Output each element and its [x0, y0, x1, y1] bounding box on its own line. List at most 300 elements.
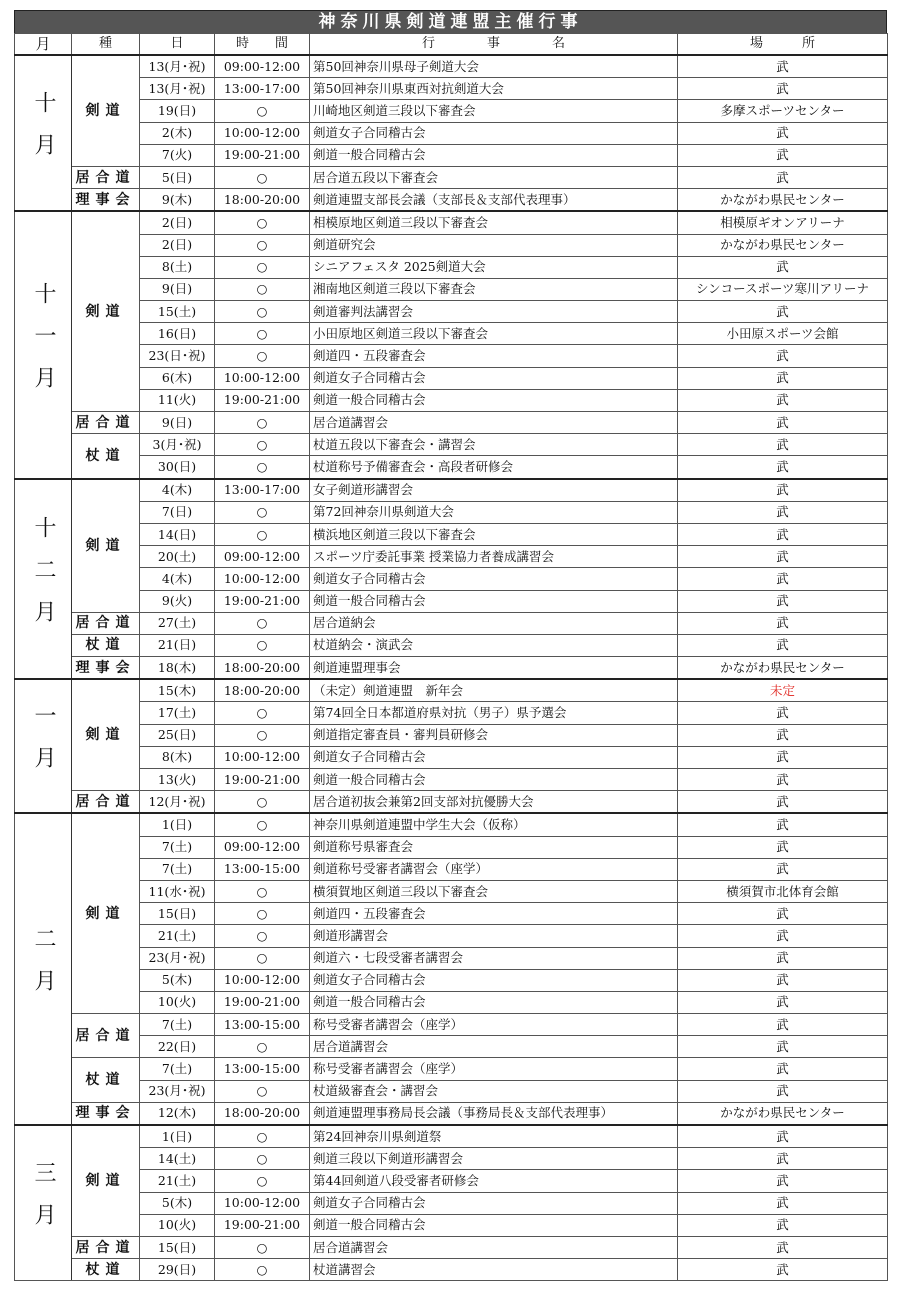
place-cell: 武 — [678, 724, 888, 746]
date-cell: 29(日) — [140, 1259, 215, 1281]
time-cell: ○ — [215, 612, 310, 634]
table-row — [15, 100, 888, 122]
table-row — [15, 78, 888, 100]
header-date: 日 — [140, 34, 215, 56]
place-cell: 多摩スポーツセンター — [678, 100, 888, 122]
date-cell: 23(月･祝) — [140, 947, 215, 969]
time-cell: ○ — [215, 278, 310, 300]
place-cell: 武 — [678, 791, 888, 814]
header-place: 場 所 — [678, 34, 888, 56]
date-cell: 7(土) — [140, 1014, 215, 1036]
event-cell: 剣道連盟理事会 — [310, 657, 678, 680]
date-cell: 12(月･祝) — [140, 791, 215, 814]
event-cell: 剣道一般合同稽古会 — [310, 769, 678, 791]
table-row — [15, 903, 888, 925]
place-cell: 武 — [678, 367, 888, 389]
table-row — [15, 1080, 888, 1102]
date-cell: 4(木) — [140, 568, 215, 590]
date-cell: 11(火) — [140, 389, 215, 411]
place-cell: 武 — [678, 903, 888, 925]
category-label: 居合道 — [72, 166, 140, 188]
event-cell: 剣道一般合同稽古会 — [310, 389, 678, 411]
time-cell: ○ — [215, 100, 310, 122]
place-cell: 武 — [678, 969, 888, 991]
date-cell: 15(日) — [140, 903, 215, 925]
time-cell: 09:00-12:00 — [215, 546, 310, 568]
event-cell: 称号受審者講習会（座学） — [310, 1014, 678, 1036]
place-cell: 武 — [678, 501, 888, 523]
event-cell: 剣道指定審査員・審判員研修会 — [310, 724, 678, 746]
time-cell: 19:00-21:00 — [215, 769, 310, 791]
date-cell: 30(日) — [140, 456, 215, 479]
table-row — [15, 122, 888, 144]
time-cell: ○ — [215, 702, 310, 724]
event-cell: 第50回神奈川県東西対抗剣道大会 — [310, 78, 678, 100]
time-cell: 18:00-20:00 — [215, 1102, 310, 1125]
place-cell: 武 — [678, 166, 888, 188]
date-cell: 14(日) — [140, 523, 215, 545]
place-cell: 武 — [678, 301, 888, 323]
place-cell: 武 — [678, 546, 888, 568]
header-category: 種 — [72, 34, 140, 56]
time-cell: ○ — [215, 1148, 310, 1170]
table-row — [15, 1148, 888, 1170]
date-cell: 7(火) — [140, 144, 215, 166]
table-row — [15, 1236, 888, 1258]
date-cell: 7(土) — [140, 1058, 215, 1080]
place-cell: 武 — [678, 1014, 888, 1036]
category-label: 杖道 — [72, 1259, 140, 1281]
time-cell: ○ — [215, 724, 310, 746]
place-cell: 武 — [678, 55, 888, 78]
time-cell: 18:00-20:00 — [215, 657, 310, 680]
time-cell: ○ — [215, 301, 310, 323]
time-cell: ○ — [215, 456, 310, 479]
table-row — [15, 211, 888, 234]
category-label: 居合道 — [72, 791, 140, 814]
table-row — [15, 702, 888, 724]
place-cell: 武 — [678, 612, 888, 634]
table-row — [15, 746, 888, 768]
event-cell: 杖道講習会 — [310, 1259, 678, 1281]
time-cell: 10:00-12:00 — [215, 746, 310, 768]
time-cell: ○ — [215, 412, 310, 434]
event-cell: 剣道六・七段受審者講習会 — [310, 947, 678, 969]
event-cell: 横須賀地区剣道三段以下審査会 — [310, 880, 678, 902]
place-cell: 武 — [678, 568, 888, 590]
event-cell: 剣道一般合同稽古会 — [310, 1214, 678, 1236]
event-cell: 剣道女子合同稽古会 — [310, 969, 678, 991]
event-cell: 剣道女子合同稽古会 — [310, 1192, 678, 1214]
place-cell: 武 — [678, 122, 888, 144]
date-cell: 21(土) — [140, 925, 215, 947]
event-cell: 剣道連盟理事務局長会議（事務局長＆支部代表理事） — [310, 1102, 678, 1125]
event-cell: 杖道納会・演武会 — [310, 634, 678, 656]
time-cell: ○ — [215, 501, 310, 523]
date-cell: 13(月･祝) — [140, 78, 215, 100]
date-cell: 5(木) — [140, 969, 215, 991]
place-cell: 武 — [678, 746, 888, 768]
time-cell: ○ — [215, 523, 310, 545]
event-cell: 第44回剣道八段受審者研修会 — [310, 1170, 678, 1192]
event-cell: 居合道講習会 — [310, 1036, 678, 1058]
month-name: 二月 — [31, 927, 56, 1012]
date-cell: 15(日) — [140, 1236, 215, 1258]
table-row — [15, 813, 888, 836]
month-section — [15, 211, 888, 478]
table-row — [15, 724, 888, 746]
category-label: 理事会 — [72, 657, 140, 680]
time-cell: ○ — [215, 880, 310, 902]
table-row — [15, 1102, 888, 1125]
time-cell: 19:00-21:00 — [215, 991, 310, 1013]
event-cell: スポーツ庁委託事業 授業協力者養成講習会 — [310, 546, 678, 568]
event-cell: 第74回全日本都道府県対抗（男子）県予選会 — [310, 702, 678, 724]
event-cell: 剣道一般合同稽古会 — [310, 590, 678, 612]
table-row — [15, 590, 888, 612]
time-cell: ○ — [215, 434, 310, 456]
table-header — [15, 34, 888, 56]
time-cell: ○ — [215, 166, 310, 188]
date-cell: 9(日) — [140, 412, 215, 434]
month-label — [15, 813, 72, 1125]
place-cell: 武 — [678, 1148, 888, 1170]
place-cell: 武 — [678, 1236, 888, 1258]
table-row — [15, 456, 888, 479]
time-cell: 13:00-17:00 — [215, 78, 310, 100]
time-cell: ○ — [215, 323, 310, 345]
date-cell: 10(火) — [140, 991, 215, 1013]
place-cell: 武 — [678, 1058, 888, 1080]
time-cell: 10:00-12:00 — [215, 969, 310, 991]
time-cell: ○ — [215, 1036, 310, 1058]
month-section — [15, 679, 888, 813]
table-row — [15, 612, 888, 634]
table-row — [15, 166, 888, 188]
category-label: 理事会 — [72, 189, 140, 212]
time-cell: ○ — [215, 634, 310, 656]
date-cell: 7(土) — [140, 858, 215, 880]
date-cell: 1(日) — [140, 813, 215, 836]
event-cell: 剣道女子合同稽古会 — [310, 568, 678, 590]
place-cell: かながわ県民センター — [678, 189, 888, 212]
place-cell: 武 — [678, 78, 888, 100]
time-cell: 09:00-12:00 — [215, 836, 310, 858]
event-cell: （未定）剣道連盟 新年会 — [310, 679, 678, 702]
date-cell: 22(日) — [140, 1036, 215, 1058]
table-row — [15, 1214, 888, 1236]
event-cell: 杖道五段以下審査会・講習会 — [310, 434, 678, 456]
place-cell: 武 — [678, 345, 888, 367]
event-cell: 剣道四・五段審査会 — [310, 345, 678, 367]
place-cell: シンコースポーツ寒川アリーナ — [678, 278, 888, 300]
date-cell: 14(土) — [140, 1148, 215, 1170]
place-cell: かながわ県民センター — [678, 234, 888, 256]
table-row — [15, 657, 888, 680]
header-month: 月 — [15, 34, 72, 56]
schedule-document — [14, 10, 887, 1281]
table-row — [15, 969, 888, 991]
table-row — [15, 947, 888, 969]
category-label: 剣道 — [72, 813, 140, 1013]
time-cell: ○ — [215, 1236, 310, 1258]
event-cell: 剣道研究会 — [310, 234, 678, 256]
table-row — [15, 234, 888, 256]
date-cell: 2(日) — [140, 211, 215, 234]
category-label: 理事会 — [72, 1102, 140, 1125]
event-cell: 剣道称号受審者講習会（座学） — [310, 858, 678, 880]
category-label: 杖道 — [72, 634, 140, 656]
place-cell: 未定 — [678, 679, 888, 702]
category-label: 居合道 — [72, 1014, 140, 1058]
event-cell: 杖道称号予備審査会・高段者研修会 — [310, 456, 678, 479]
event-cell: 剣道称号県審査会 — [310, 836, 678, 858]
date-cell: 8(土) — [140, 256, 215, 278]
date-cell: 19(日) — [140, 100, 215, 122]
date-cell: 12(木) — [140, 1102, 215, 1125]
table-row — [15, 568, 888, 590]
place-cell: 武 — [678, 479, 888, 502]
event-cell: 剣道女子合同稽古会 — [310, 367, 678, 389]
place-cell: 武 — [678, 947, 888, 969]
date-cell: 23(日･祝) — [140, 345, 215, 367]
month-name: 十月 — [31, 91, 56, 176]
place-cell: 武 — [678, 523, 888, 545]
date-cell: 23(月･祝) — [140, 1080, 215, 1102]
date-cell: 3(月･祝) — [140, 434, 215, 456]
date-cell: 7(日) — [140, 501, 215, 523]
date-cell: 18(木) — [140, 657, 215, 680]
time-cell: ○ — [215, 1125, 310, 1148]
month-name: 一月 — [31, 704, 56, 789]
place-cell: 武 — [678, 1125, 888, 1148]
place-cell: 武 — [678, 813, 888, 836]
time-cell: 13:00-15:00 — [215, 1058, 310, 1080]
event-cell: 剣道形講習会 — [310, 925, 678, 947]
table-row — [15, 367, 888, 389]
place-cell: 武 — [678, 434, 888, 456]
place-cell: 武 — [678, 389, 888, 411]
table-row — [15, 1125, 888, 1148]
date-cell: 25(日) — [140, 724, 215, 746]
time-cell: ○ — [215, 813, 310, 836]
time-cell: 13:00-15:00 — [215, 858, 310, 880]
date-cell: 6(木) — [140, 367, 215, 389]
place-cell: 武 — [678, 456, 888, 479]
category-label: 杖道 — [72, 1058, 140, 1102]
place-cell: 武 — [678, 702, 888, 724]
month-name: 三月 — [31, 1161, 56, 1246]
event-cell: 称号受審者講習会（座学） — [310, 1058, 678, 1080]
table-row — [15, 991, 888, 1013]
date-cell: 20(土) — [140, 546, 215, 568]
event-cell: 居合道納会 — [310, 612, 678, 634]
date-cell: 11(水･祝) — [140, 880, 215, 902]
month-section — [15, 813, 888, 1125]
time-cell: ○ — [215, 925, 310, 947]
event-cell: 剣道女子合同稽古会 — [310, 122, 678, 144]
month-section — [15, 55, 888, 211]
time-cell: 18:00-20:00 — [215, 189, 310, 212]
date-cell: 27(土) — [140, 612, 215, 634]
table-row — [15, 546, 888, 568]
place-cell: かながわ県民センター — [678, 657, 888, 680]
place-cell: 武 — [678, 769, 888, 791]
table-row — [15, 791, 888, 814]
event-cell: 剣道四・五段審査会 — [310, 903, 678, 925]
table-row — [15, 144, 888, 166]
table-row — [15, 1192, 888, 1214]
table-row — [15, 301, 888, 323]
date-cell: 2(木) — [140, 122, 215, 144]
event-cell: 居合道講習会 — [310, 412, 678, 434]
place-cell: 武 — [678, 634, 888, 656]
time-cell: 10:00-12:00 — [215, 122, 310, 144]
event-cell: 湘南地区剣道三段以下審査会 — [310, 278, 678, 300]
event-cell: 女子剣道形講習会 — [310, 479, 678, 502]
date-cell: 17(土) — [140, 702, 215, 724]
time-cell: ○ — [215, 903, 310, 925]
category-label: 居合道 — [72, 1236, 140, 1258]
date-cell: 7(土) — [140, 836, 215, 858]
category-label: 居合道 — [72, 612, 140, 634]
month-section — [15, 479, 888, 680]
table-row — [15, 434, 888, 456]
date-cell: 4(木) — [140, 479, 215, 502]
place-cell: 武 — [678, 590, 888, 612]
table-row — [15, 858, 888, 880]
event-cell: 剣道審判法講習会 — [310, 301, 678, 323]
category-label: 居合道 — [72, 412, 140, 434]
month-section — [15, 1125, 888, 1281]
table-row — [15, 880, 888, 902]
event-cell: 横浜地区剣道三段以下審査会 — [310, 523, 678, 545]
time-cell: ○ — [215, 256, 310, 278]
category-label: 剣道 — [72, 211, 140, 411]
date-cell: 15(土) — [140, 301, 215, 323]
event-cell: 第72回神奈川県剣道大会 — [310, 501, 678, 523]
table-row — [15, 189, 888, 212]
time-cell: 19:00-21:00 — [215, 590, 310, 612]
category-label: 杖道 — [72, 434, 140, 479]
event-cell: 剣道連盟支部長会議（支部長＆支部代表理事） — [310, 189, 678, 212]
table-row — [15, 1058, 888, 1080]
time-cell: 13:00-15:00 — [215, 1014, 310, 1036]
time-cell: 09:00-12:00 — [215, 55, 310, 78]
event-cell: 剣道一般合同稽古会 — [310, 144, 678, 166]
place-cell: 武 — [678, 836, 888, 858]
place-cell: 武 — [678, 1170, 888, 1192]
time-cell: 19:00-21:00 — [215, 1214, 310, 1236]
place-cell: 武 — [678, 1036, 888, 1058]
date-cell: 5(木) — [140, 1192, 215, 1214]
schedule-table — [14, 33, 888, 1281]
time-cell: 19:00-21:00 — [215, 144, 310, 166]
event-cell: 第24回神奈川県剣道祭 — [310, 1125, 678, 1148]
time-cell: ○ — [215, 345, 310, 367]
table-row — [15, 679, 888, 702]
event-cell: 居合道初抜会兼第2回支部対抗優勝大会 — [310, 791, 678, 814]
date-cell: 5(日) — [140, 166, 215, 188]
event-cell: 剣道一般合同稽古会 — [310, 991, 678, 1013]
time-cell: 10:00-12:00 — [215, 1192, 310, 1214]
place-cell: 武 — [678, 256, 888, 278]
month-label — [15, 1125, 72, 1281]
event-cell: 居合道講習会 — [310, 1236, 678, 1258]
place-cell: 武 — [678, 1192, 888, 1214]
table-row — [15, 278, 888, 300]
table-row — [15, 412, 888, 434]
place-cell: 武 — [678, 858, 888, 880]
place-cell: 武 — [678, 144, 888, 166]
month-label — [15, 211, 72, 478]
event-cell: 相模原地区剣道三段以下審査会 — [310, 211, 678, 234]
category-label: 剣道 — [72, 479, 140, 613]
event-cell: 居合道五段以下審査会 — [310, 166, 678, 188]
date-cell: 9(木) — [140, 189, 215, 212]
table-row — [15, 634, 888, 656]
table-row — [15, 323, 888, 345]
date-cell: 15(木) — [140, 679, 215, 702]
time-cell: ○ — [215, 947, 310, 969]
place-cell: 武 — [678, 412, 888, 434]
event-cell: シニアフェスタ 2025剣道大会 — [310, 256, 678, 278]
table-row — [15, 345, 888, 367]
place-cell: 小田原スポーツ会館 — [678, 323, 888, 345]
month-name: 十一月 — [31, 281, 56, 408]
month-label — [15, 679, 72, 813]
time-cell: 19:00-21:00 — [215, 389, 310, 411]
header-row — [15, 34, 888, 56]
time-cell: ○ — [215, 1080, 310, 1102]
date-cell: 21(日) — [140, 634, 215, 656]
place-cell: 武 — [678, 1080, 888, 1102]
table-row — [15, 479, 888, 502]
time-cell: 10:00-12:00 — [215, 568, 310, 590]
table-row — [15, 1259, 888, 1281]
category-label: 剣道 — [72, 55, 140, 166]
table-row — [15, 769, 888, 791]
header-time: 時 間 — [215, 34, 310, 56]
date-cell: 9(日) — [140, 278, 215, 300]
page-title: 神奈川県剣道連盟主催行事 — [14, 10, 887, 33]
category-label: 剣道 — [72, 1125, 140, 1236]
event-cell: 神奈川県剣道連盟中学生大会（仮称） — [310, 813, 678, 836]
table-row — [15, 55, 888, 78]
time-cell: 13:00-17:00 — [215, 479, 310, 502]
time-cell: ○ — [215, 211, 310, 234]
event-cell: 剣道女子合同稽古会 — [310, 746, 678, 768]
month-name: 十二月 — [31, 515, 56, 642]
place-cell: 武 — [678, 1214, 888, 1236]
event-cell: 川崎地区剣道三段以下審査会 — [310, 100, 678, 122]
table-row — [15, 1170, 888, 1192]
event-cell: 第50回神奈川県母子剣道大会 — [310, 55, 678, 78]
place-cell: 横須賀市北体育会館 — [678, 880, 888, 902]
table-row — [15, 256, 888, 278]
place-cell: 武 — [678, 925, 888, 947]
table-row — [15, 1014, 888, 1036]
table-row — [15, 925, 888, 947]
table-row — [15, 523, 888, 545]
date-cell: 16(日) — [140, 323, 215, 345]
table-row — [15, 389, 888, 411]
time-cell: ○ — [215, 234, 310, 256]
place-cell: かながわ県民センター — [678, 1102, 888, 1125]
time-cell: 10:00-12:00 — [215, 367, 310, 389]
time-cell: ○ — [215, 791, 310, 814]
date-cell: 1(日) — [140, 1125, 215, 1148]
